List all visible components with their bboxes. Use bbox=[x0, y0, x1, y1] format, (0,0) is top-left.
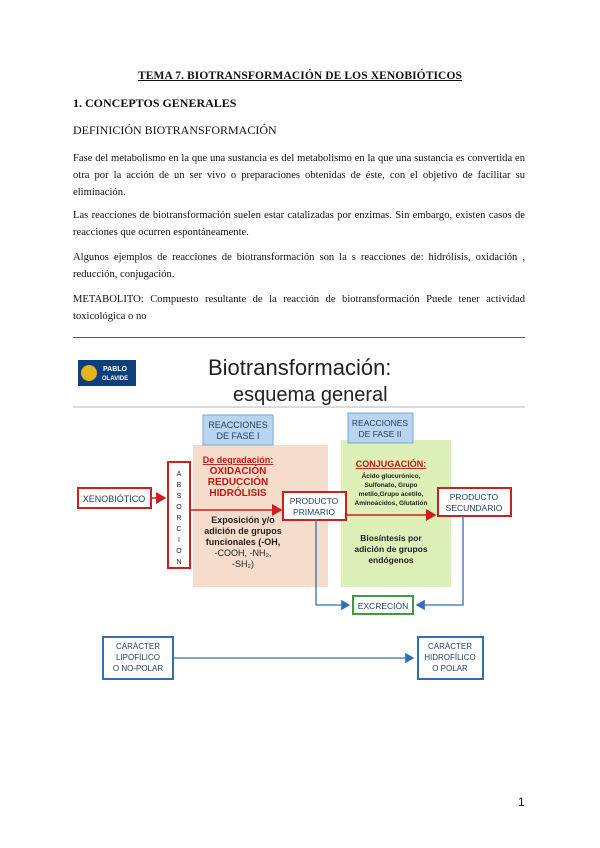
section-heading: 1. CONCEPTOS GENERALES bbox=[73, 96, 237, 110]
absorption-letter: O bbox=[176, 548, 182, 555]
hydrophilic-line2: HIDROFÍLICO bbox=[424, 653, 476, 662]
phase1-exposure-line1: Exposición y/o bbox=[211, 515, 275, 525]
phase1-reduction: REDUCCIÓN bbox=[207, 477, 269, 488]
phase1-exposure-line4: -COOH, -NH₂, bbox=[214, 548, 272, 558]
logo-text-bottom: OLAVIDE bbox=[101, 376, 129, 382]
phase1-header-line2: DE FASE I bbox=[216, 431, 260, 441]
phase1-hydrolysis: HIDRÓLISIS bbox=[209, 488, 267, 499]
phase1-exposure-line3: funcionales (-OH, bbox=[205, 537, 281, 547]
lipophilic-line1: CARÁCTER bbox=[115, 642, 161, 651]
phase2-list-line1: Ácido glucurónico, bbox=[361, 473, 421, 480]
phase2-biosynthesis-line1: Biosíntesis por bbox=[360, 533, 422, 543]
secondary-product-line1: PRODUCTO bbox=[449, 492, 499, 502]
absorption-letter: R bbox=[176, 515, 182, 522]
paragraph-enzymes: Las reacciones de biotransformación suelen estar catalizadas por enzimas. Sin embargo, existen casos de reacciones que ocurren espontáneamente. bbox=[73, 210, 525, 238]
phase1-header-line1: REACCIONES bbox=[208, 420, 268, 430]
hydrophilic-line1: CARÁCTER bbox=[427, 642, 473, 651]
phase1-exposure-line5: -SH₂) bbox=[232, 559, 254, 569]
primary-product-line1: PRODUCTO bbox=[289, 496, 339, 506]
absorption-letter: O bbox=[176, 504, 182, 511]
phase1-oxidation: OXIDACIÓN bbox=[209, 466, 267, 477]
primary-product-line2: PRIMARIO bbox=[292, 507, 336, 517]
phase2-biosynthesis-line3: endógenos bbox=[368, 555, 414, 565]
absorption-letter: S bbox=[176, 493, 182, 500]
figure-title-line2: esquema general bbox=[233, 384, 388, 406]
logo-text-top: PABLO bbox=[103, 366, 127, 373]
xenobiotic-label: XENOBIÓTICO bbox=[82, 494, 146, 504]
phase2-list-line2: Sulfonato, Grupo bbox=[364, 482, 418, 489]
phase2-list-line3: metilo,Grupo acetilo, bbox=[358, 491, 424, 498]
absorption-letter: A bbox=[176, 471, 182, 478]
hydrophilic-line3: O POLAR bbox=[432, 664, 468, 673]
page-number: 1 bbox=[518, 795, 525, 809]
paragraph-examples: Algunos ejemplos de reacciones de biotransformación son la s reacciones de: hidrólisis, oxidación , reducción, conjugación. bbox=[73, 252, 525, 280]
absorption-letter: N bbox=[176, 559, 182, 566]
lipophilic-line3: O NO-POLAR bbox=[112, 664, 164, 673]
phase2-list-line4: Aminoácidos, Glutatión bbox=[354, 500, 428, 507]
biotransformation-diagram bbox=[73, 345, 525, 690]
phase2-header-line1: REACCIONES bbox=[351, 418, 409, 428]
absorption-letter: C bbox=[176, 526, 182, 533]
secondary-product-line2: SECUNDARIO bbox=[445, 503, 503, 513]
phase1-exposure-line2: adición de grupos bbox=[204, 526, 282, 536]
paragraph-metabolite: METABOLITO: Compuesto resultante de la reacción de biotransformación Puede tener actividad toxicológica o no bbox=[73, 294, 525, 322]
horizontal-rule bbox=[73, 337, 525, 338]
document-title: TEMA 7. BIOTRANSFORMACIÓN DE LOS XENOBIÓTICOS bbox=[138, 70, 462, 82]
diagram-svg bbox=[73, 345, 525, 690]
absorption-letter: B bbox=[176, 482, 182, 489]
absorption-letter: I bbox=[178, 537, 180, 544]
lipophilic-line2: LIPOFÍLICO bbox=[115, 653, 161, 662]
figure-title-line1: Biotransformación: bbox=[208, 355, 392, 380]
phase1-degradation-label: De degradación: bbox=[202, 455, 274, 465]
excretion-label: EXCRECIÓN bbox=[357, 601, 409, 611]
subheading: DEFINICIÓN BIOTRANSFORMACIÓN bbox=[73, 123, 277, 137]
phase2-header-line2: DE FASE II bbox=[358, 429, 402, 439]
logo-emblem-icon bbox=[81, 365, 97, 381]
paragraph-definition: Fase del metabolismo en la que una sustancia es del metabolismo en la que una sustancia es convertida en otra por la acción de un ser vivo o preparaciones obtenidas de éste, con el objetivo de facilitar su eliminación. bbox=[73, 153, 525, 198]
phase2-biosynthesis-line2: adición de grupos bbox=[354, 544, 428, 554]
phase2-conjugation-label: CONJUGACIÓN: bbox=[355, 459, 427, 469]
